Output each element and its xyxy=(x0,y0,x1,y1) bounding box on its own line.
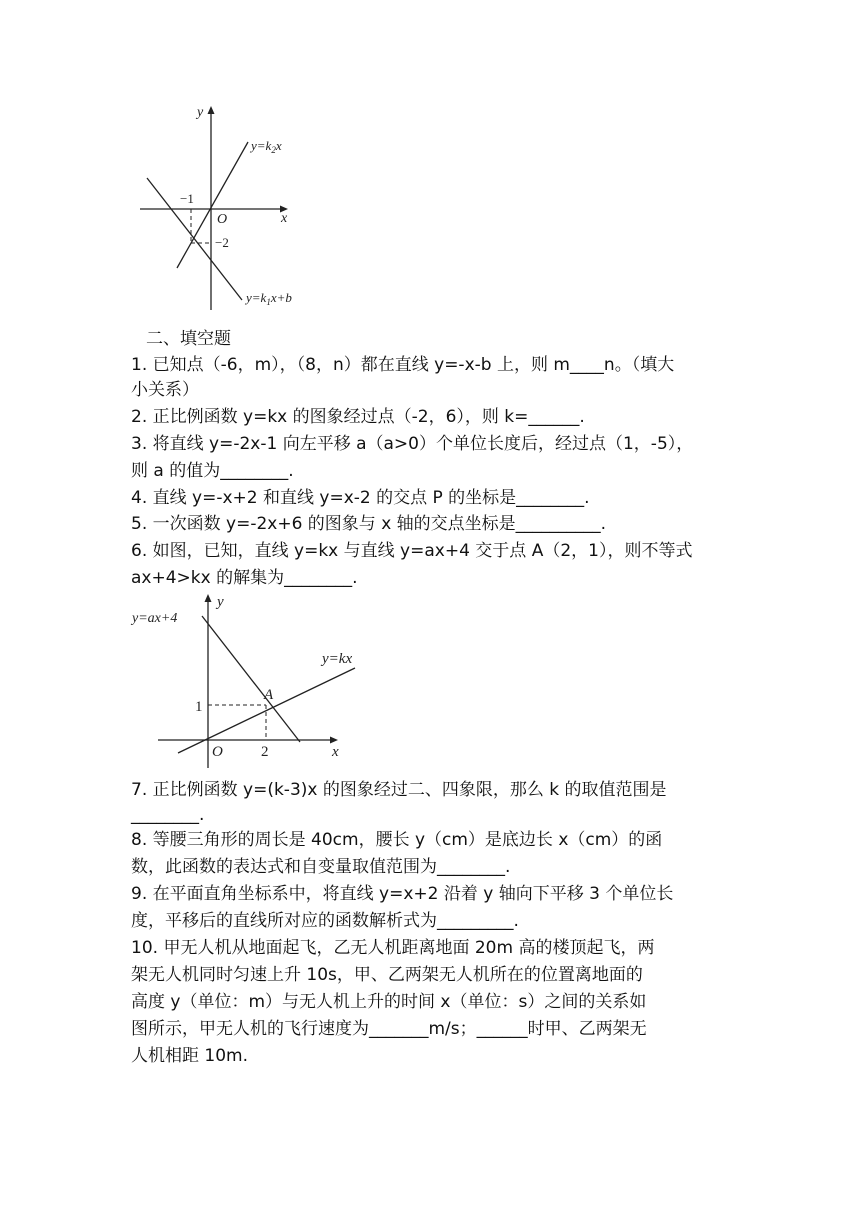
text-line-4: 3. 将直线 y=-2x-1 向左平移 a（a>0）个单位长度后，经过点（1，-5）， xyxy=(131,434,694,454)
text-line-1: 1. 已知点（-6，m），（8，n）都在直线 y=-x-b 上，则 m____n。（填大 xyxy=(131,355,675,375)
fig1-origin-label: O xyxy=(217,212,228,227)
fig2-line-ax4 xyxy=(202,616,300,742)
text-line-19: 图所示，甲无人机的飞行速度为_______m/s；______时甲、乙两架无 xyxy=(131,1019,647,1039)
text-line-12: 8. 等腰三角形的周长是 40cm，腰长 y（cm）是底边长 x（cm）的函 xyxy=(131,830,663,850)
text-line-2: 小关系） xyxy=(131,380,199,400)
text-line-17: 架无人机同时匀速上升 10s，甲、乙两架无人机所在的位置离地面的 xyxy=(131,965,643,985)
text-line-13: 数，此函数的表达式和自变量取值范围为________. xyxy=(131,857,511,877)
fig2-line-kx-label: y=kx xyxy=(322,651,353,667)
figure-2 xyxy=(128,590,370,772)
fig1-y-label: y xyxy=(197,105,204,120)
fig2-y-arrow xyxy=(205,594,212,602)
fig2-label-2: 2 xyxy=(261,744,269,760)
figure-1 xyxy=(130,95,320,320)
text-line-10: 7. 正比例函数 y=(k-3)x 的图象经过二、四象限，那么 k 的取值范围是 xyxy=(131,780,667,800)
section-title: 二、填空题 xyxy=(146,329,231,349)
fig2-y-label: y xyxy=(217,594,224,610)
text-line-9: ax+4>kx 的解集为________. xyxy=(131,568,358,588)
fig2-x-label: x xyxy=(332,744,339,760)
fig1-line-k1-label: $y=k_1x+b$ xyxy=(246,290,292,307)
text-line-8: 6. 如图，已知，直线 y=kx 与直线 y=ax+4 交于点 A（2，1），则不等式 xyxy=(131,541,693,561)
text-line-3: 2. 正比例函数 y=kx 的图象经过点（-2，6），则 k=______. xyxy=(131,407,585,427)
fig2-line-ax4-label: y=ax+4 xyxy=(132,611,178,626)
fig2-label-1: 1 xyxy=(195,699,203,715)
text-line-5: 则 a 的值为________. xyxy=(131,461,294,481)
text-line-6: 4. 直线 y=-x+2 和直线 y=x-2 的交点 P 的坐标是________. xyxy=(131,488,590,508)
text-line-18: 高度 y（单位：m）与无人机上升的时间 x（单位：s）之间的关系如 xyxy=(131,992,647,1012)
fig1-label-neg2: −2 xyxy=(215,235,229,250)
fig1-line-k2-label: $y=k_2x$ xyxy=(251,138,282,155)
text-line-14: 9. 在平面直角坐标系中，将直线 y=x+2 沿着 y 轴向下平移 3 个单位长 xyxy=(131,884,674,904)
text-line-7: 5. 一次函数 y=-2x+6 的图象与 x 轴的交点坐标是__________. xyxy=(131,514,607,534)
text-line-11: ________. xyxy=(131,805,205,825)
text-line-15: 度，平移后的直线所对应的函数解析式为_________. xyxy=(131,911,519,931)
fig2-x-arrow xyxy=(330,737,338,744)
fig1-x-label: x xyxy=(281,211,288,226)
fig1-y-arrow xyxy=(208,106,215,114)
text-line-20: 人机相距 10m. xyxy=(131,1046,248,1066)
text-line-16: 10. 甲无人机从地面起飞，乙无人机距离地面 20m 高的楼顶起飞，两 xyxy=(131,938,655,958)
fig2-origin-label: O xyxy=(212,744,223,760)
fig1-label-neg1: −1 xyxy=(180,191,194,206)
fig2-point-a-label: A xyxy=(264,687,274,703)
